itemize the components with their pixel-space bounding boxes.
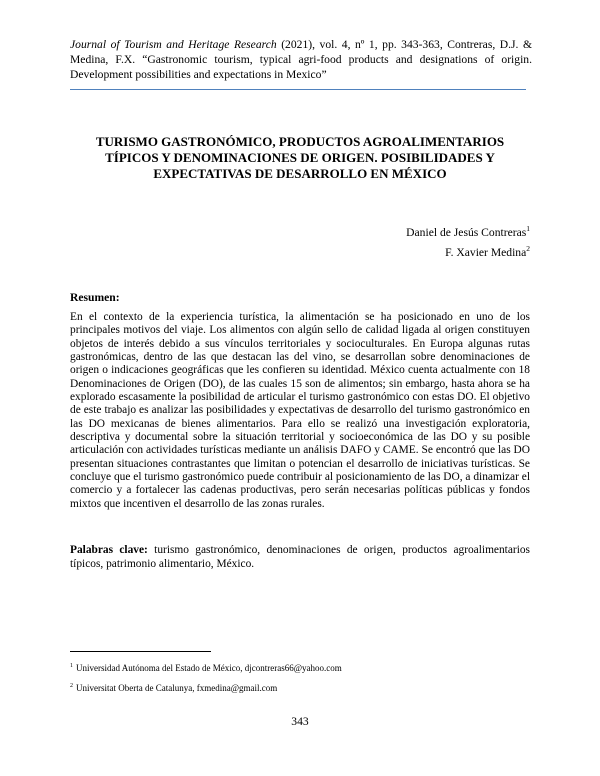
keywords-text: turismo gastronómico, denominaciones de origen, productos agroalimentarios típicos, patrimonio alimentario, México. [70, 544, 530, 570]
footnote-text: Universitat Oberta de Catalunya, fxmedina@gmail.com [76, 683, 278, 693]
author-mark: 1 [526, 224, 530, 234]
journal-name: Journal of Tourism and Heritage Research [70, 38, 277, 51]
author-mark: 2 [526, 244, 530, 254]
running-header [70, 37, 532, 82]
footnote-divider [70, 651, 211, 652]
footnote-mark: 2 [70, 683, 73, 689]
footnote-mark: 1 [70, 663, 73, 669]
footnote-text: Universidad Autónoma del Estado de México, djcontreras66@yahoo.com [76, 663, 342, 673]
citation-text: (2021), vol. 4, nº 1, pp. 343-363, Contreras, D.J. & Medina, F.X. “Gastronomic tourism, typical agri-food products and designations of origin. Development possibilities and expectations in Mexico” [70, 38, 532, 81]
author-1 [406, 226, 530, 240]
author-2 [445, 246, 530, 260]
footnote-2 [70, 683, 277, 694]
header-divider [70, 89, 526, 90]
page-number: 343 [291, 715, 309, 728]
abstract-heading: Resumen: [70, 291, 120, 304]
keywords-label: Palabras clave: [70, 544, 148, 556]
keywords [70, 543, 530, 571]
author-name: F. Xavier Medina [445, 246, 527, 259]
author-name: Daniel de Jesús Contreras [406, 226, 527, 239]
paper-title: TURISMO GASTRONÓMICO, PRODUCTOS AGROALIMENTARIOS TÍPICOS Y DENOMINACIONES DE ORIGEN. POSIBILIDADES Y EXPECTATIVAS DE DESARROLLO EN MÉXICO [95, 134, 505, 181]
abstract-text: En el contexto de la experiencia turística, la alimentación se ha posicionado en uno de los principales motivos del viaje. Los alimentos con algún sello de calidad ligada al origen constituyen objetos de interés debido a sus vínculos territoriales y socioculturales. En Europa algunas rutas gastronómicas, dentro de las que destacan las del vino, se desarrollan sobre denominaciones de origen o indicaciones geográficas que les confieren su identidad. México cuenta actualmente con 18 Denominaciones de Origen (DO), de las cuales 15 son de alimentos; sin embargo, hasta ahora se ha explorado escasamente la posibilidad de articular el turismo gastronómico con estas DO. El objetivo de este trabajo es analizar las posibilidades y expectativas de desarrollo del turismo gastronómico en las DO mexicanas de bienes alimentarios. Para ello se realizó una investigación exploratoria, descriptiva y documental sobre la situación territorial y socioeconómica de las DO y su posible articulación con actividades turísticas mediante un análisis DAFO y CAME. Se encontró que las DO presentan situaciones contrastantes que limitan o potencian el desarrollo de iniciativas turísticas. Se concluye que el turismo gastronómico puede contribuir al posicionamiento de las DO, a dinamizar el comercio y a fortalecer las cadenas productivas, pero serán necesarias políticas públicas y fondos mixtos que incentiven el desarrollo de las zonas rurales. [70, 311, 530, 510]
footnote-1 [70, 663, 342, 674]
